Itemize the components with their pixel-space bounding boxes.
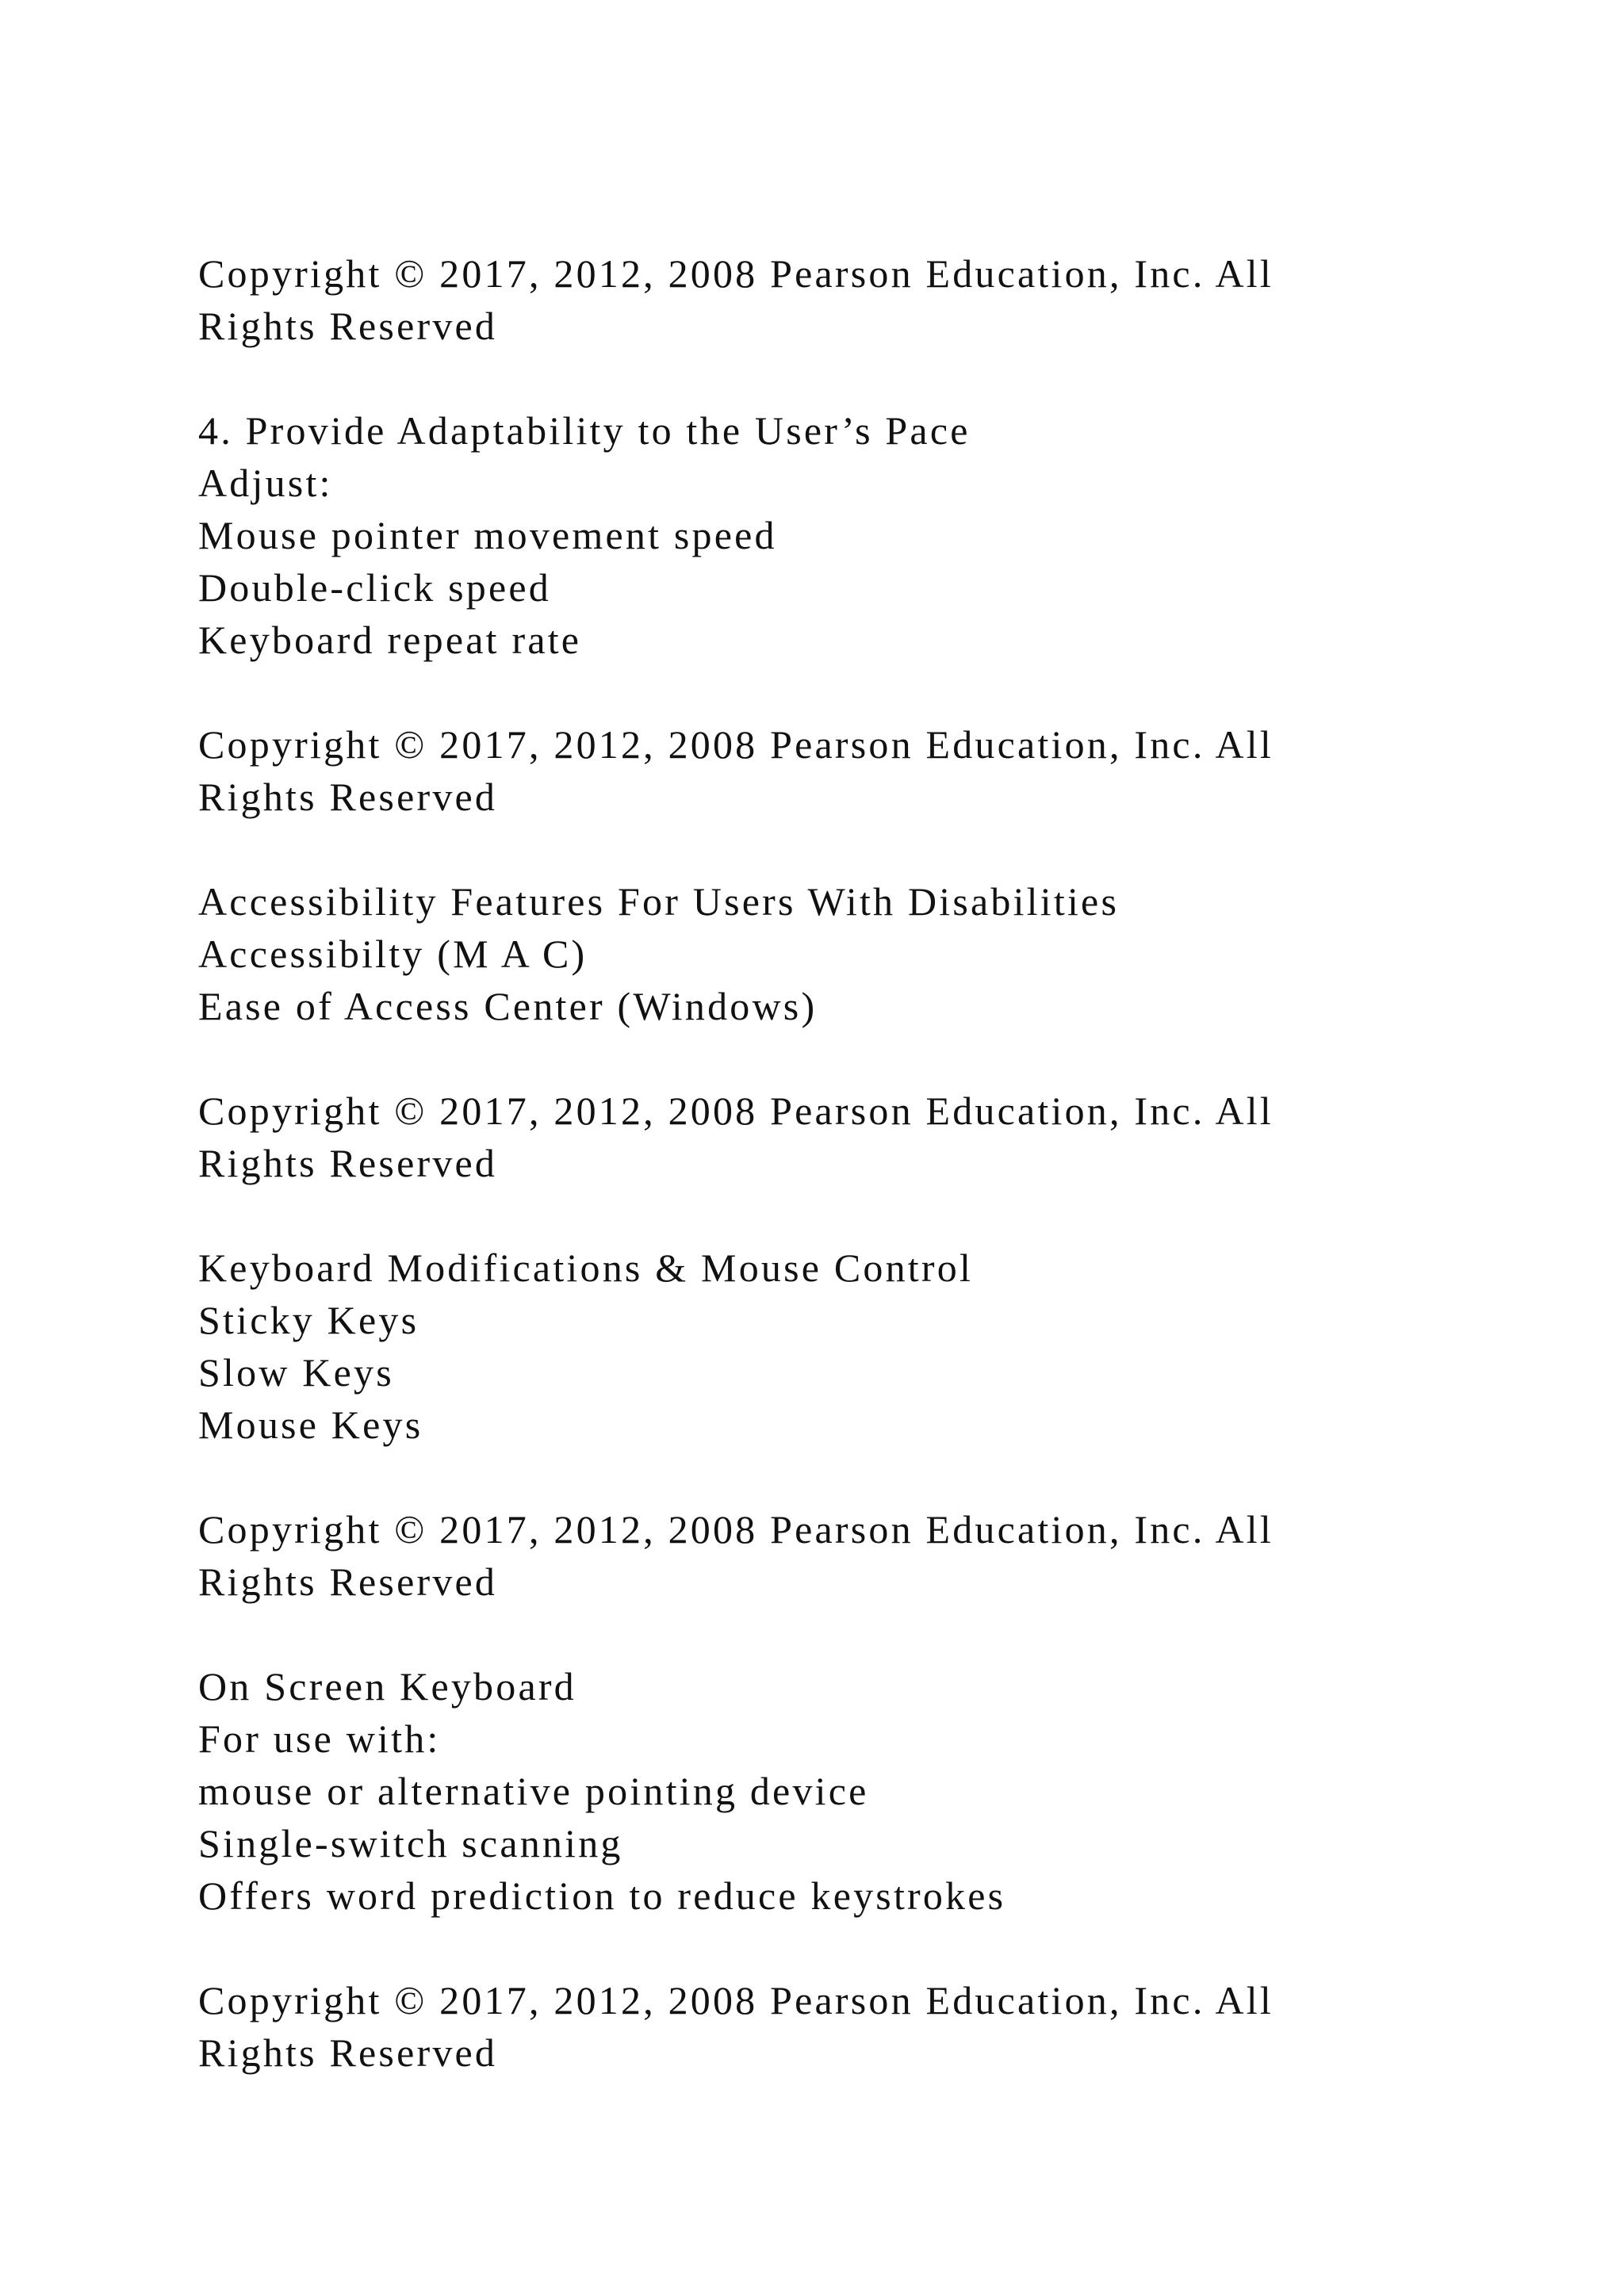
spacer <box>198 352 1546 404</box>
section-subheading-adjust: Adjust: <box>198 461 333 505</box>
list-item: Ease of Access Center (Windows) <box>198 984 818 1028</box>
list-item: Slow Keys <box>198 1350 394 1395</box>
spacer <box>198 1451 1546 1503</box>
list-item: Accessibilty (M A C) <box>198 932 588 976</box>
list-item: Keyboard repeat rate <box>198 618 582 662</box>
list-item: Mouse pointer movement speed <box>198 513 777 557</box>
spacer <box>198 1189 1546 1242</box>
copyright-line-1: Copyright © 2017, 2012, 2008 Pearson Education, Inc. All <box>198 251 1274 296</box>
spacer <box>198 823 1546 875</box>
section-subheading-for-use-with: For use with: <box>198 1716 441 1761</box>
list-item: Mouse Keys <box>198 1402 423 1447</box>
list-item: Sticky Keys <box>198 1298 419 1342</box>
section-heading-onscreen-keyboard: On Screen Keyboard <box>198 1664 576 1709</box>
list-item: Single-switch scanning <box>198 1821 623 1866</box>
copyright-line-2: Rights Reserved <box>198 1559 498 1604</box>
copyright-line-2: Rights Reserved <box>198 775 498 819</box>
copyright-line-1: Copyright © 2017, 2012, 2008 Pearson Education, Inc. All <box>198 1507 1274 1552</box>
spacer <box>198 666 1546 718</box>
list-item: mouse or alternative pointing device <box>198 1769 869 1813</box>
copyright-line-1: Copyright © 2017, 2012, 2008 Pearson Education, Inc. All <box>198 1089 1274 1133</box>
spacer <box>198 1608 1546 1660</box>
section-heading-accessibility: Accessibility Features For Users With Disabilities <box>198 879 1120 924</box>
copyright-line-1: Copyright © 2017, 2012, 2008 Pearson Education, Inc. All <box>198 1978 1274 2022</box>
list-item: Offers word prediction to reduce keystrokes <box>198 1873 1006 1918</box>
document-body <box>198 247 1546 2079</box>
section-heading-adaptability: 4. Provide Adaptability to the User’s Pace <box>198 408 971 453</box>
copyright-line-1: Copyright © 2017, 2012, 2008 Pearson Education, Inc. All <box>198 722 1274 767</box>
spacer <box>198 1032 1546 1085</box>
copyright-line-2: Rights Reserved <box>198 2030 498 2075</box>
copyright-line-2: Rights Reserved <box>198 1141 498 1185</box>
list-item: Double-click speed <box>198 565 551 610</box>
copyright-line-2: Rights Reserved <box>198 304 498 348</box>
spacer <box>198 1922 1546 1974</box>
section-heading-keyboard: Keyboard Modifications & Mouse Control <box>198 1246 974 1290</box>
